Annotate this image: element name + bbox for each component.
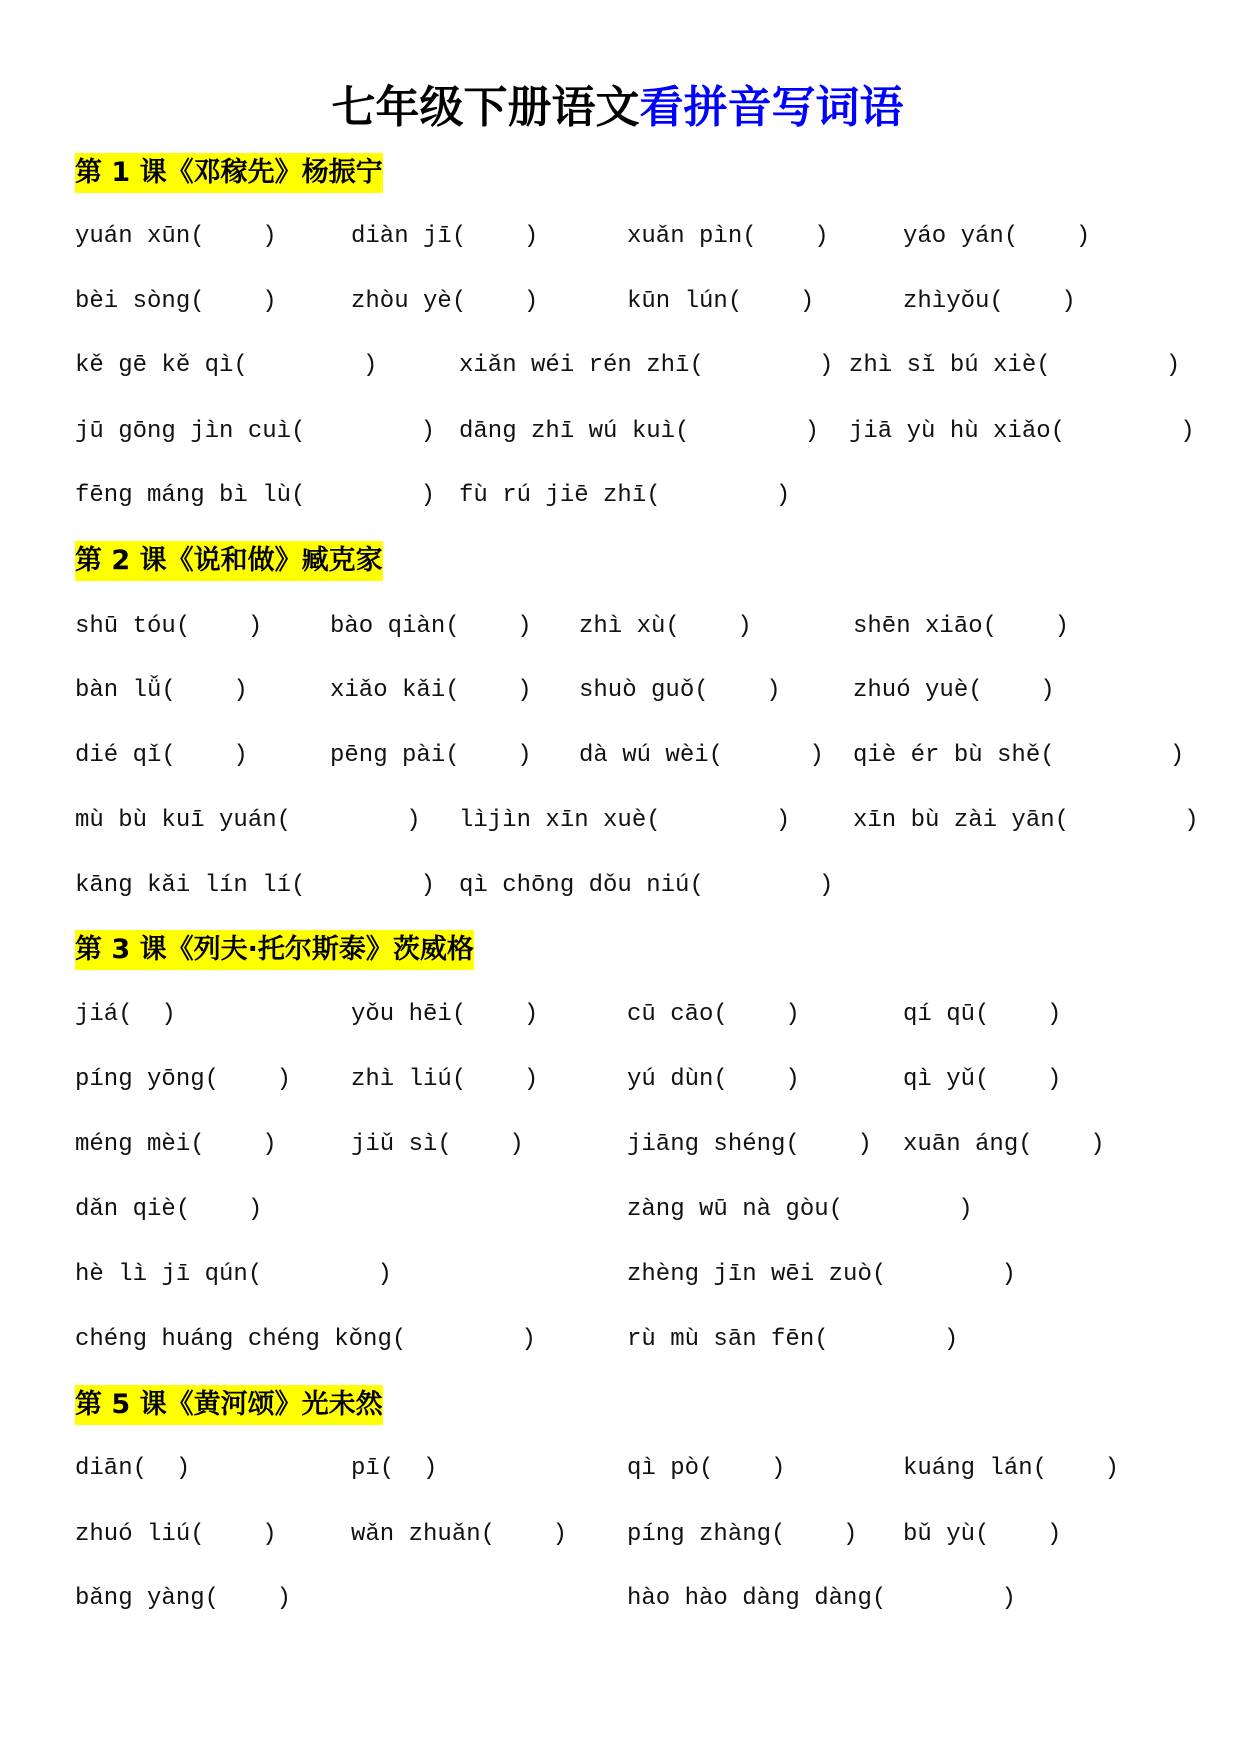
pinyin-blank: wǎn zhuǎn( ): [351, 1521, 568, 1548]
lesson-heading: 第 3 课《列夫·托尔斯泰》茨威格: [75, 930, 474, 970]
pinyin-blank: zhuó yuè( ): [853, 677, 1055, 704]
pinyin-blank: zhìyǒu( ): [903, 288, 1076, 315]
pinyin-blank: shū tóu( ): [75, 613, 263, 640]
pinyin-blank: jiā yù hù xiǎo( ): [849, 418, 1195, 445]
pinyin-blank: qiè ér bù shě( ): [853, 742, 1185, 769]
pinyin-blank: diān( ): [75, 1455, 191, 1482]
pinyin-blank: kuáng lán( ): [903, 1455, 1120, 1482]
pinyin-blank: kāng kǎi lín lí( ): [75, 872, 436, 899]
pinyin-blank: xiǎo kǎi( ): [330, 677, 532, 704]
pinyin-blank: dǎn qiè( ): [75, 1196, 263, 1223]
pinyin-blank: lìjìn xīn xuè( ): [459, 807, 791, 834]
pinyin-blank: kě gē kě qì( ): [75, 352, 378, 379]
word-row: [0, 740, 1235, 772]
pinyin-blank: bàn lǚ( ): [75, 677, 248, 704]
pinyin-blank: hào hào dàng dàng( ): [627, 1585, 1016, 1612]
pinyin-blank: dà wú wèi( ): [579, 742, 824, 769]
lesson-heading: 第 2 课《说和做》臧克家: [75, 541, 383, 581]
lesson-heading: 第 1 课《邓稼先》杨振宁: [75, 153, 383, 193]
idiom-row: [0, 480, 1235, 512]
idiom-row: [0, 1324, 1235, 1356]
pinyin-blank: zhuó liú( ): [75, 1521, 277, 1548]
pinyin-blank: dié qǐ( ): [75, 742, 248, 769]
pinyin-blank: chéng huáng chéng kǒng( ): [75, 1326, 536, 1353]
pinyin-blank: jiá( ): [75, 1001, 176, 1028]
word-row: [0, 675, 1235, 707]
idiom-row: [0, 416, 1235, 448]
pinyin-blank: fù rú jiē zhī( ): [459, 482, 791, 509]
pinyin-blank: qì pò( ): [627, 1455, 786, 1482]
idiom-row: [0, 870, 1235, 902]
pinyin-blank: diàn jī( ): [351, 223, 539, 250]
word-row: [0, 1064, 1235, 1096]
word-row: [0, 611, 1235, 643]
pinyin-blank: yuán xūn( ): [75, 223, 277, 250]
pinyin-blank: zàng wū nà gòu( ): [627, 1196, 973, 1223]
pinyin-blank: zhòu yè( ): [351, 288, 539, 315]
word-row: [0, 221, 1235, 253]
pinyin-blank: pī( ): [351, 1455, 438, 1482]
word-row: [0, 999, 1235, 1031]
pinyin-blank: méng mèi( ): [75, 1131, 277, 1158]
pinyin-blank: shēn xiāo( ): [853, 613, 1070, 640]
word-row: [0, 286, 1235, 318]
pinyin-blank: píng zhàng( ): [627, 1521, 858, 1548]
idiom-row: [0, 805, 1235, 837]
title-main: 七年级下册语文: [331, 82, 640, 133]
word-row: [0, 1583, 1235, 1615]
pinyin-blank: mù bù kuī yuán( ): [75, 807, 421, 834]
pinyin-blank: zhì xù( ): [579, 613, 752, 640]
pinyin-blank: dāng zhī wú kuì( ): [459, 418, 820, 445]
pinyin-blank: cū cāo( ): [627, 1001, 800, 1028]
pinyin-blank: xuān áng( ): [903, 1131, 1105, 1158]
pinyin-blank: kūn lún( ): [627, 288, 815, 315]
pinyin-blank: fēng máng bì lù( ): [75, 482, 436, 509]
pinyin-blank: rù mù sān fēn( ): [627, 1326, 959, 1353]
title-highlight: 看拼音写词语: [639, 82, 904, 133]
pinyin-blank: pēng pài( ): [330, 742, 532, 769]
lesson-heading: 第 5 课《黄河颂》光未然: [75, 1385, 383, 1425]
word-row: [0, 1519, 1235, 1551]
pinyin-blank: yáo yán( ): [903, 223, 1091, 250]
pinyin-blank: zhèng jīn wēi zuò( ): [627, 1261, 1016, 1288]
word-row: [0, 1194, 1235, 1226]
idiom-row: [0, 1259, 1235, 1291]
pinyin-blank: jiāng shéng( ): [627, 1131, 872, 1158]
pinyin-blank: jiǔ sì( ): [351, 1131, 524, 1158]
pinyin-blank: xuǎn pìn( ): [627, 223, 829, 250]
pinyin-blank: qì yǔ( ): [903, 1066, 1062, 1093]
pinyin-blank: bǔ yù( ): [903, 1521, 1062, 1548]
page-title: [0, 82, 1235, 134]
pinyin-blank: bào qiàn( ): [330, 613, 532, 640]
word-row: [0, 1129, 1235, 1161]
pinyin-blank: hè lì jī qún( ): [75, 1261, 392, 1288]
pinyin-blank: qì chōng dǒu niú( ): [459, 872, 834, 899]
pinyin-blank: yǒu hēi( ): [351, 1001, 539, 1028]
word-row: [0, 1453, 1235, 1485]
pinyin-blank: bèi sòng( ): [75, 288, 277, 315]
idiom-row: [0, 350, 1235, 382]
pinyin-blank: jū gōng jìn cuì( ): [75, 418, 436, 445]
pinyin-blank: shuò guǒ( ): [579, 677, 781, 704]
pinyin-blank: yú dùn( ): [627, 1066, 800, 1093]
pinyin-blank: xiǎn wéi rén zhī( ): [459, 352, 834, 379]
pinyin-blank: qí qū( ): [903, 1001, 1062, 1028]
pinyin-blank: bǎng yàng( ): [75, 1585, 292, 1612]
pinyin-blank: zhì sǐ bú xiè( ): [849, 352, 1181, 379]
pinyin-blank: píng yōng( ): [75, 1066, 292, 1093]
pinyin-blank: zhì liú( ): [351, 1066, 539, 1093]
pinyin-blank: xīn bù zài yān( ): [853, 807, 1199, 834]
